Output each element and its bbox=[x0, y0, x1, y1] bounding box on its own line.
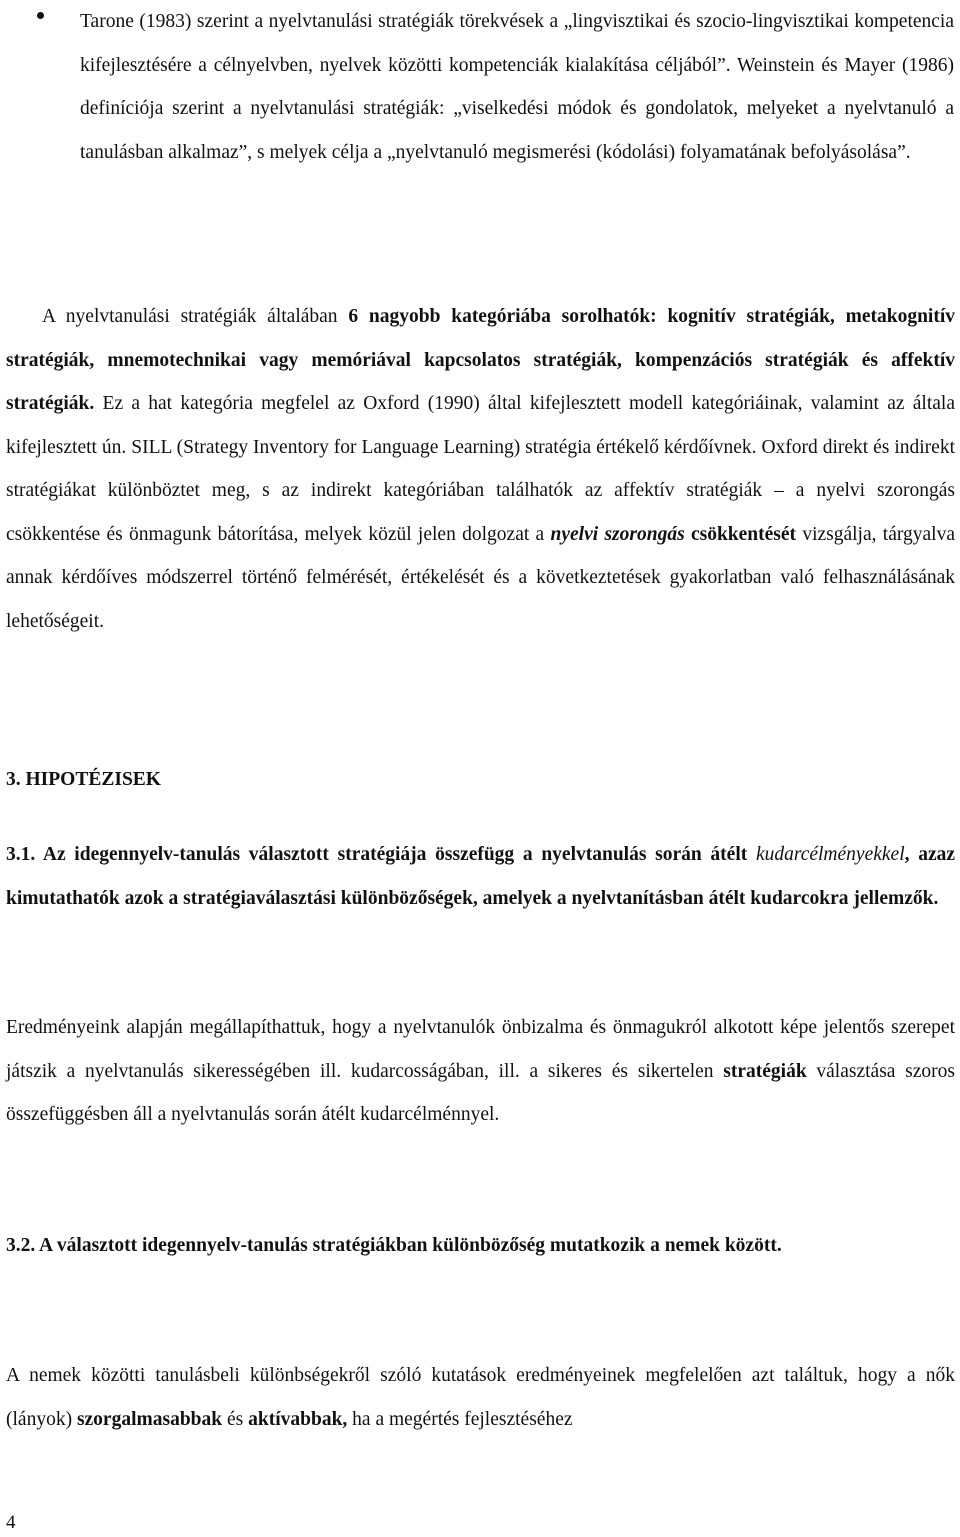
bullet-text bbox=[80, 0, 954, 174]
paragraph-text: és bbox=[222, 1408, 249, 1430]
paragraph-gender-differences bbox=[6, 1354, 955, 1441]
page-number: 4 bbox=[6, 1512, 16, 1533]
paragraph-bold-text: stratégiák bbox=[723, 1060, 807, 1082]
paragraph-text: vizsgálja, tárgyalva annak kérdőíves módszerrel történő felmérését, értékelését és a következtetések gyakorlatban való felhasználásának lehetőségeit. bbox=[6, 523, 955, 632]
paragraph-text: ha a megértés fejlesztéséhez bbox=[347, 1408, 573, 1430]
bullet-text-segment: Tarone (1983) szerint a nyelvtanulási stratégiák törekvések a „lingvisztikai és szocio-lingvisztikai kompetencia kifejlesztésére a célnyelvben, nyelvek közötti kompetenciák kialakítása céljából”. Weinstein és Mayer (1986) definíciója szerint a nyelvtanulási stratégiák: „viselkedési módok és gondolatok, melyeket a nyelvtanuló a tanulásban alkalmaz”, s melyek célja a „nyelvtanuló megismerési (kódolási) folyamatának befolyásolása”. bbox=[80, 11, 954, 163]
paragraph-bold-text: szorgalmasabbak bbox=[76, 1408, 223, 1430]
paragraph-bold-text: aktívabbak, bbox=[248, 1408, 348, 1430]
paragraph-bold-text: 6 nagyobb kategóriába sorolhatók: kognitív stratégiák, metakognitív stratégiák, mnemotechnikai vagy memóriával kapcsolatos stratégiák, kompenzációs stratégiák és affektív stratégiák. bbox=[6, 306, 956, 414]
paragraph-text: Ez a hat kategória megfelel az Oxford (1990) által kifejlesztett modell kategóriáinak, valamint az általa kifejlesztett ún. SILL (Strategy Inventory for Language Learning) stratégia értékelő kérdőívnek. Oxford direkt és indirekt stratégiákat különböztet meg, s az indirekt kategóriában találhatók az affektív stratégiák – a nyelvi szorongás csökkentése és önmagunk bátorítása, melyek közül jelen dolgozat a bbox=[6, 393, 955, 545]
hypothesis-bold-text: , azaz kimutathatók azok a stratégiaválasztási különbözőségek, amelyek a nyelvtanításban átélt kudarcokra jellemzők. bbox=[6, 844, 956, 909]
hypothesis-bold-text: 3.1. Az idegennyelv-tanulás választott stratégiája összefügg a nyelvtanulás során átélt bbox=[6, 844, 756, 865]
paragraph-bold-text: csökkentését bbox=[684, 523, 797, 545]
hypothesis-3-2: 3.2. A választott idegennyelv-tanulás stratégiákban különbözőség mutatkozik a nemek között. bbox=[6, 1235, 782, 1256]
paragraph-text: A nemek közötti tanulásbeli különbségekről szóló kutatások eredményeinek megfelelően azt találtuk, hogy a nők (lányok) bbox=[6, 1365, 955, 1430]
hypothesis-italic-text: kudarcélményekkel bbox=[755, 844, 905, 865]
paragraph-text: Eredményeink alapján megállapíthattuk, hogy a nyelvtanulók önbizalma és önmagukról alkotott képe jelentős szerepet játszik a nyelvtanulás sikerességében ill. kudarcosságában, ill. a sikeres és sikertelen bbox=[6, 1017, 955, 1082]
paragraph-text: A nyelvtanulási stratégiák általában bbox=[42, 306, 349, 327]
hypothesis-3-1 bbox=[6, 833, 955, 920]
bullet-dot-icon bbox=[37, 12, 44, 19]
paragraph-bold-italic-text: nyelvi szorongás bbox=[550, 523, 685, 545]
section-heading-hypotheses: 3. HIPOTÉZISEK bbox=[6, 769, 161, 790]
paragraph-text: választása szoros összefüggésben áll a nyelvtanulás során átélt kudarcélménnyel. bbox=[6, 1060, 955, 1125]
paragraph-strategy-categories bbox=[6, 295, 955, 643]
paragraph-results bbox=[6, 1006, 955, 1137]
